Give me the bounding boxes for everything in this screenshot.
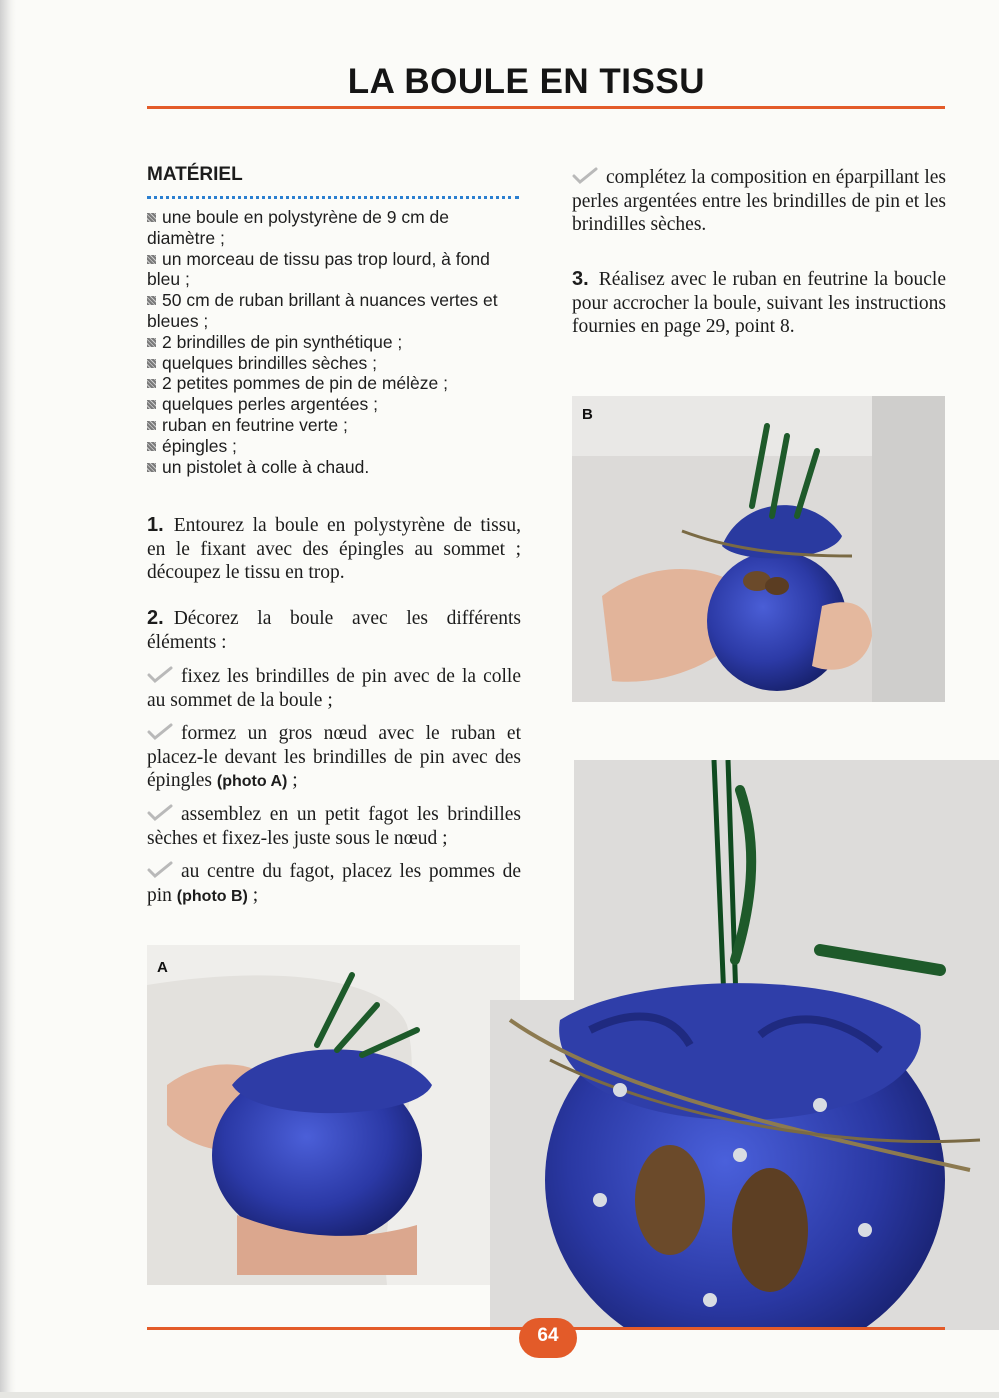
- page-title: LA BOULE EN TISSU: [347, 62, 705, 101]
- step-number: 2.: [147, 607, 164, 629]
- ornament-image: [490, 760, 999, 1330]
- bullet-icon: [147, 296, 156, 305]
- bullet-icon: [147, 359, 156, 368]
- list-item: un morceau de tissu pas trop lourd, à fond bleu ;: [147, 248, 490, 290]
- bullet-icon: [147, 379, 156, 388]
- list-item: 2 brindilles de pin synthétique ;: [147, 332, 519, 353]
- checkmark-icon: [147, 723, 173, 741]
- step-number: 1.: [147, 514, 164, 536]
- photo-reference: (photo B): [176, 887, 248, 905]
- list-item: 2 petites pommes de pin de mélèze ;: [147, 373, 519, 394]
- step-3: [572, 268, 946, 339]
- checkmark-icon: [572, 167, 598, 185]
- photo-a-image: [147, 945, 520, 1285]
- bullet-icon: [147, 421, 156, 430]
- photo-reference: (photo A): [216, 773, 288, 790]
- substep-b: formez un gros nœud avec le ruban et placez-le devant les brindilles de pin avec des épingles (photo A) ;: [147, 723, 521, 791]
- photo-b: [572, 396, 945, 702]
- substep-e: [572, 166, 946, 237]
- materials-dotted-rule: [147, 196, 519, 199]
- page-gutter-shadow: [0, 0, 16, 1398]
- photo-a: [147, 945, 520, 1285]
- list-item: une boule en polystyrène de 9 cm de diamètre ;: [147, 207, 449, 248]
- bullet-icon: [147, 338, 156, 347]
- materials-heading: MATÉRIEL: [147, 164, 243, 185]
- substep-text: fixez les brindilles de pin avec de la colle au sommet de la boule ;: [147, 666, 521, 711]
- finished-ornament-photo: [490, 760, 999, 1330]
- step-text: Réalisez avec le ruban en feutrine la boucle pour accrocher la boule, suivant les instructions fournies en page 29, point 8.: [572, 269, 946, 337]
- list-item: épingles ;: [147, 436, 519, 457]
- list-item: 50 cm de ruban brillant à nuances vertes et bleues ;: [147, 290, 498, 331]
- list-item: un pistolet à colle à chaud.: [147, 457, 519, 478]
- step-2: [147, 607, 521, 654]
- substep-text: formez un gros nœud avec le ruban et placez-le devant les brindilles de pin avec des épingles: [147, 723, 521, 791]
- substep-d: au centre du fagot, placez les pommes de pin (photo B) ;: [147, 861, 521, 906]
- list-item: quelques perles argentées ;: [147, 394, 519, 415]
- page-bottom-shadow: [0, 1392, 999, 1398]
- bullet-icon: [147, 463, 156, 472]
- checkmark-icon: [147, 804, 173, 822]
- bullet-icon: [147, 213, 156, 222]
- bullet-icon: [147, 255, 156, 264]
- photo-b-image: [572, 396, 945, 702]
- substep-a: [147, 665, 521, 712]
- photo-label: B: [582, 406, 593, 423]
- photo-label: A: [157, 959, 168, 976]
- page-number: 64: [537, 1325, 559, 1346]
- list-item: ruban en feutrine verte ;: [147, 415, 519, 436]
- step-text: Entourez la boule en polystyrène de tissu, en le fixant avec des épingles au sommet ; découpez le tissu en trop.: [147, 515, 521, 583]
- step-1: [147, 514, 521, 585]
- step-number: 3.: [572, 268, 589, 290]
- materials-list: [147, 207, 519, 477]
- checkmark-icon: [147, 861, 173, 879]
- checkmark-icon: [147, 666, 173, 684]
- title-rule: [147, 106, 945, 109]
- substep-text: au centre du fagot, placez les pommes de pin: [147, 861, 521, 906]
- step-text: Décorez la boule avec les différents éléments :: [147, 608, 521, 653]
- bullet-icon: [147, 400, 156, 409]
- substep-c: [147, 803, 521, 850]
- list-item: quelques brindilles sèches ;: [147, 353, 519, 374]
- substep-text: complétez la composition en éparpillant les perles argentées entre les brindilles de pin et les brindilles sèches.: [572, 167, 946, 235]
- bullet-icon: [147, 442, 156, 451]
- substep-text: assemblez en un petit fagot les brindilles sèches et fixez-les juste sous le nœud ;: [147, 804, 521, 849]
